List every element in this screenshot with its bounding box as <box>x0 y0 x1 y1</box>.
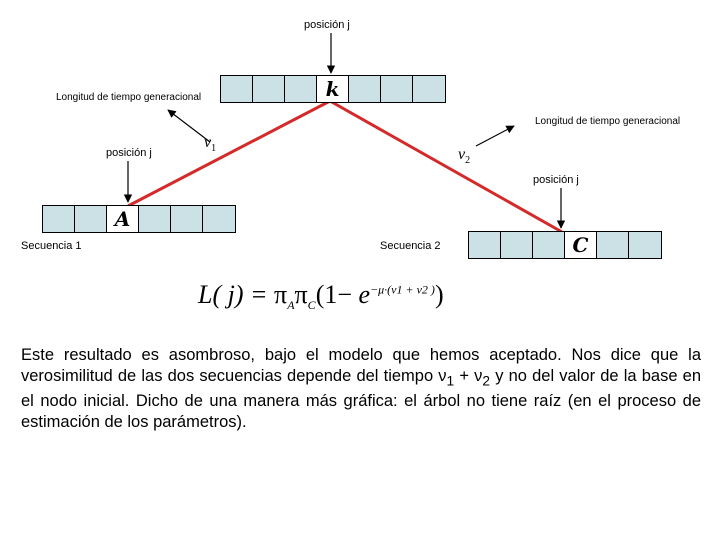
sequence-ancestor <box>220 75 446 103</box>
sequence-cell <box>533 232 565 258</box>
label-secuencia-2: Secuencia 2 <box>380 240 441 252</box>
label-posicion-right: posición j <box>533 174 579 186</box>
sequence-cell <box>171 206 203 232</box>
label-posicion-top: posición j <box>304 19 350 31</box>
sequence-cell <box>501 232 533 258</box>
sequence-1 <box>42 205 236 233</box>
sequence-cell <box>349 76 381 102</box>
sequence-cell <box>43 206 75 232</box>
label-posicion-left: posición j <box>106 147 152 159</box>
sequence-cell <box>413 76 445 102</box>
label-longitud-right: Longitud de tiempo generacional <box>535 116 681 127</box>
node-k: k <box>317 76 349 102</box>
sequence-cell <box>469 232 501 258</box>
sequence-cell <box>139 206 171 232</box>
branch-label-v2: $v_2$ <box>458 146 471 167</box>
explanation-paragraph: Este resultado es asombroso, bajo el modelo que hemos aceptado. Nos dice que la verosimilitud de las dos secuencias depende del tiempo $\nu_1 + \nu_2$ y no del valor de la base en el nodo inicial. Dicho de una manera más gráfica: el árbol no tiene raíz (en el proceso de estimación de los parámetros). <box>21 346 701 432</box>
label-secuencia-1: Secuencia 1 <box>21 240 82 252</box>
sequence-cell <box>75 206 107 232</box>
arrow-long-right <box>476 126 514 146</box>
sequence-cell <box>253 76 285 102</box>
node-c: C <box>565 232 597 258</box>
label-longitud-left: Longitud de tiempo generacional <box>56 92 202 103</box>
branch-v1 <box>128 101 330 206</box>
branch-v2 <box>330 101 562 232</box>
sequence-cell <box>597 232 629 258</box>
sequence-cell <box>381 76 413 102</box>
branch-label-v1: $v_1$ <box>204 134 217 155</box>
sequence-2 <box>468 231 662 259</box>
sequence-cell <box>203 206 235 232</box>
node-a: A <box>107 206 139 232</box>
sequence-cell <box>285 76 317 102</box>
sequence-cell <box>629 232 661 258</box>
sequence-cell <box>221 76 253 102</box>
likelihood-formula: L( $j) = \pi_A\pi_C(1- e^{-\mu\cdot(v1 + v2 )})$ <box>198 280 444 313</box>
